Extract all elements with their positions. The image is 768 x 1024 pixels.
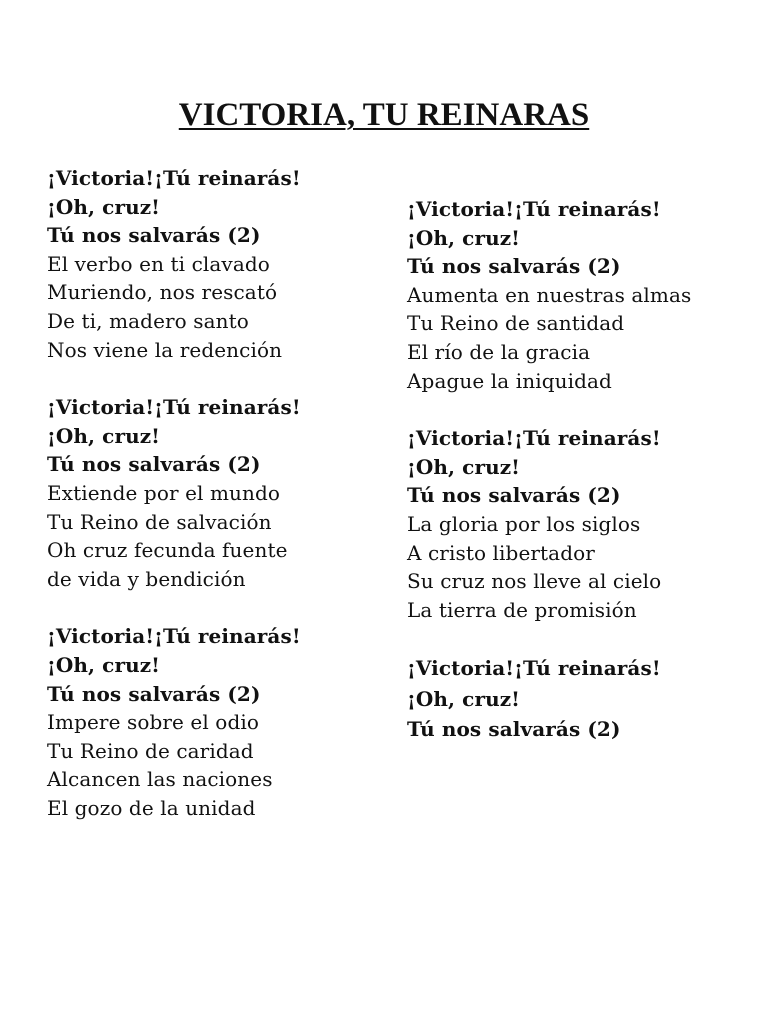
chorus-line: ¡Victoria!¡Tú reinarás! [47,395,301,420]
verse-line: Tu Reino de salvación [47,509,272,534]
stanza-4 [407,195,747,395]
lyrics-column-right [407,195,747,774]
verse-line: El verbo en ti clavado [47,251,270,276]
stanza-1 [47,164,387,364]
verse-line: Extiende por el mundo [47,480,281,505]
verse-line: de vida y bendición [47,566,246,591]
chorus-line: ¡Victoria!¡Tú reinarás! [407,197,661,221]
chorus-line: Tú nos salvarás (2) [47,223,261,248]
verse-line: Impere sobre el odio [47,710,259,735]
chorus [407,195,747,281]
chorus-line: ¡Oh, cruz! [407,454,521,479]
verse [47,479,387,593]
stanza-3 [47,622,387,822]
verse-line: De ti, madero santo [47,308,249,333]
verse-line: El río de la gracia [407,339,591,364]
verse-line: Aumenta en nuestras almas [407,282,692,307]
chorus [407,424,747,510]
chorus-line: ¡Oh, cruz! [407,686,521,711]
chorus-line: ¡Victoria!¡Tú reinarás! [47,166,301,190]
chorus-line: Tú nos salvarás (2) [47,452,261,477]
verse [407,510,747,624]
chorus-line: ¡Oh, cruz! [47,652,161,677]
verse [407,281,747,395]
stanza-2 [47,393,387,593]
chorus [407,653,747,745]
verse-line: Oh cruz fecunda fuente [47,538,288,563]
verse-line: Tu Reino de caridad [47,738,254,763]
chorus-line: Tú nos salvarás (2) [407,717,621,742]
verse-line: Alcancen las naciones [47,767,273,792]
verse-line: Nos viene la redención [47,337,283,362]
chorus-line: ¡Oh, cruz! [47,194,161,219]
chorus-line: ¡Victoria!¡Tú reinarás! [47,624,301,649]
chorus-line: ¡Oh, cruz! [407,225,521,250]
stanza-5 [407,424,747,624]
verse-line: A cristo libertador [407,540,595,565]
verse-line: La gloria por los siglos [407,511,641,536]
verse [47,250,387,364]
verse-line: Muriendo, nos rescató [47,280,278,305]
page-title: VICTORIA, TU REINARAS [178,97,590,133]
verse-line: El gozo de la unidad [47,795,256,820]
verse-line: Su cruz nos lleve al cielo [407,569,662,594]
chorus-line: Tú nos salvarás (2) [407,483,621,508]
verse-line: Tu Reino de santidad [407,311,625,336]
chorus-line: ¡Victoria!¡Tú reinarás! [407,656,661,681]
verse-line: Apague la iniquidad [407,368,612,393]
lyrics-column-left [47,164,387,851]
chorus-line: Tú nos salvarás (2) [47,681,261,706]
chorus [47,622,387,708]
chorus [47,164,387,250]
stanza-6 [407,653,747,745]
chorus-line: ¡Oh, cruz! [47,423,161,448]
chorus-line: Tú nos salvarás (2) [407,254,621,279]
verse-line: La tierra de promisión [407,597,637,622]
verse [47,708,387,822]
chorus [47,393,387,479]
chorus-line: ¡Victoria!¡Tú reinarás! [407,426,661,451]
